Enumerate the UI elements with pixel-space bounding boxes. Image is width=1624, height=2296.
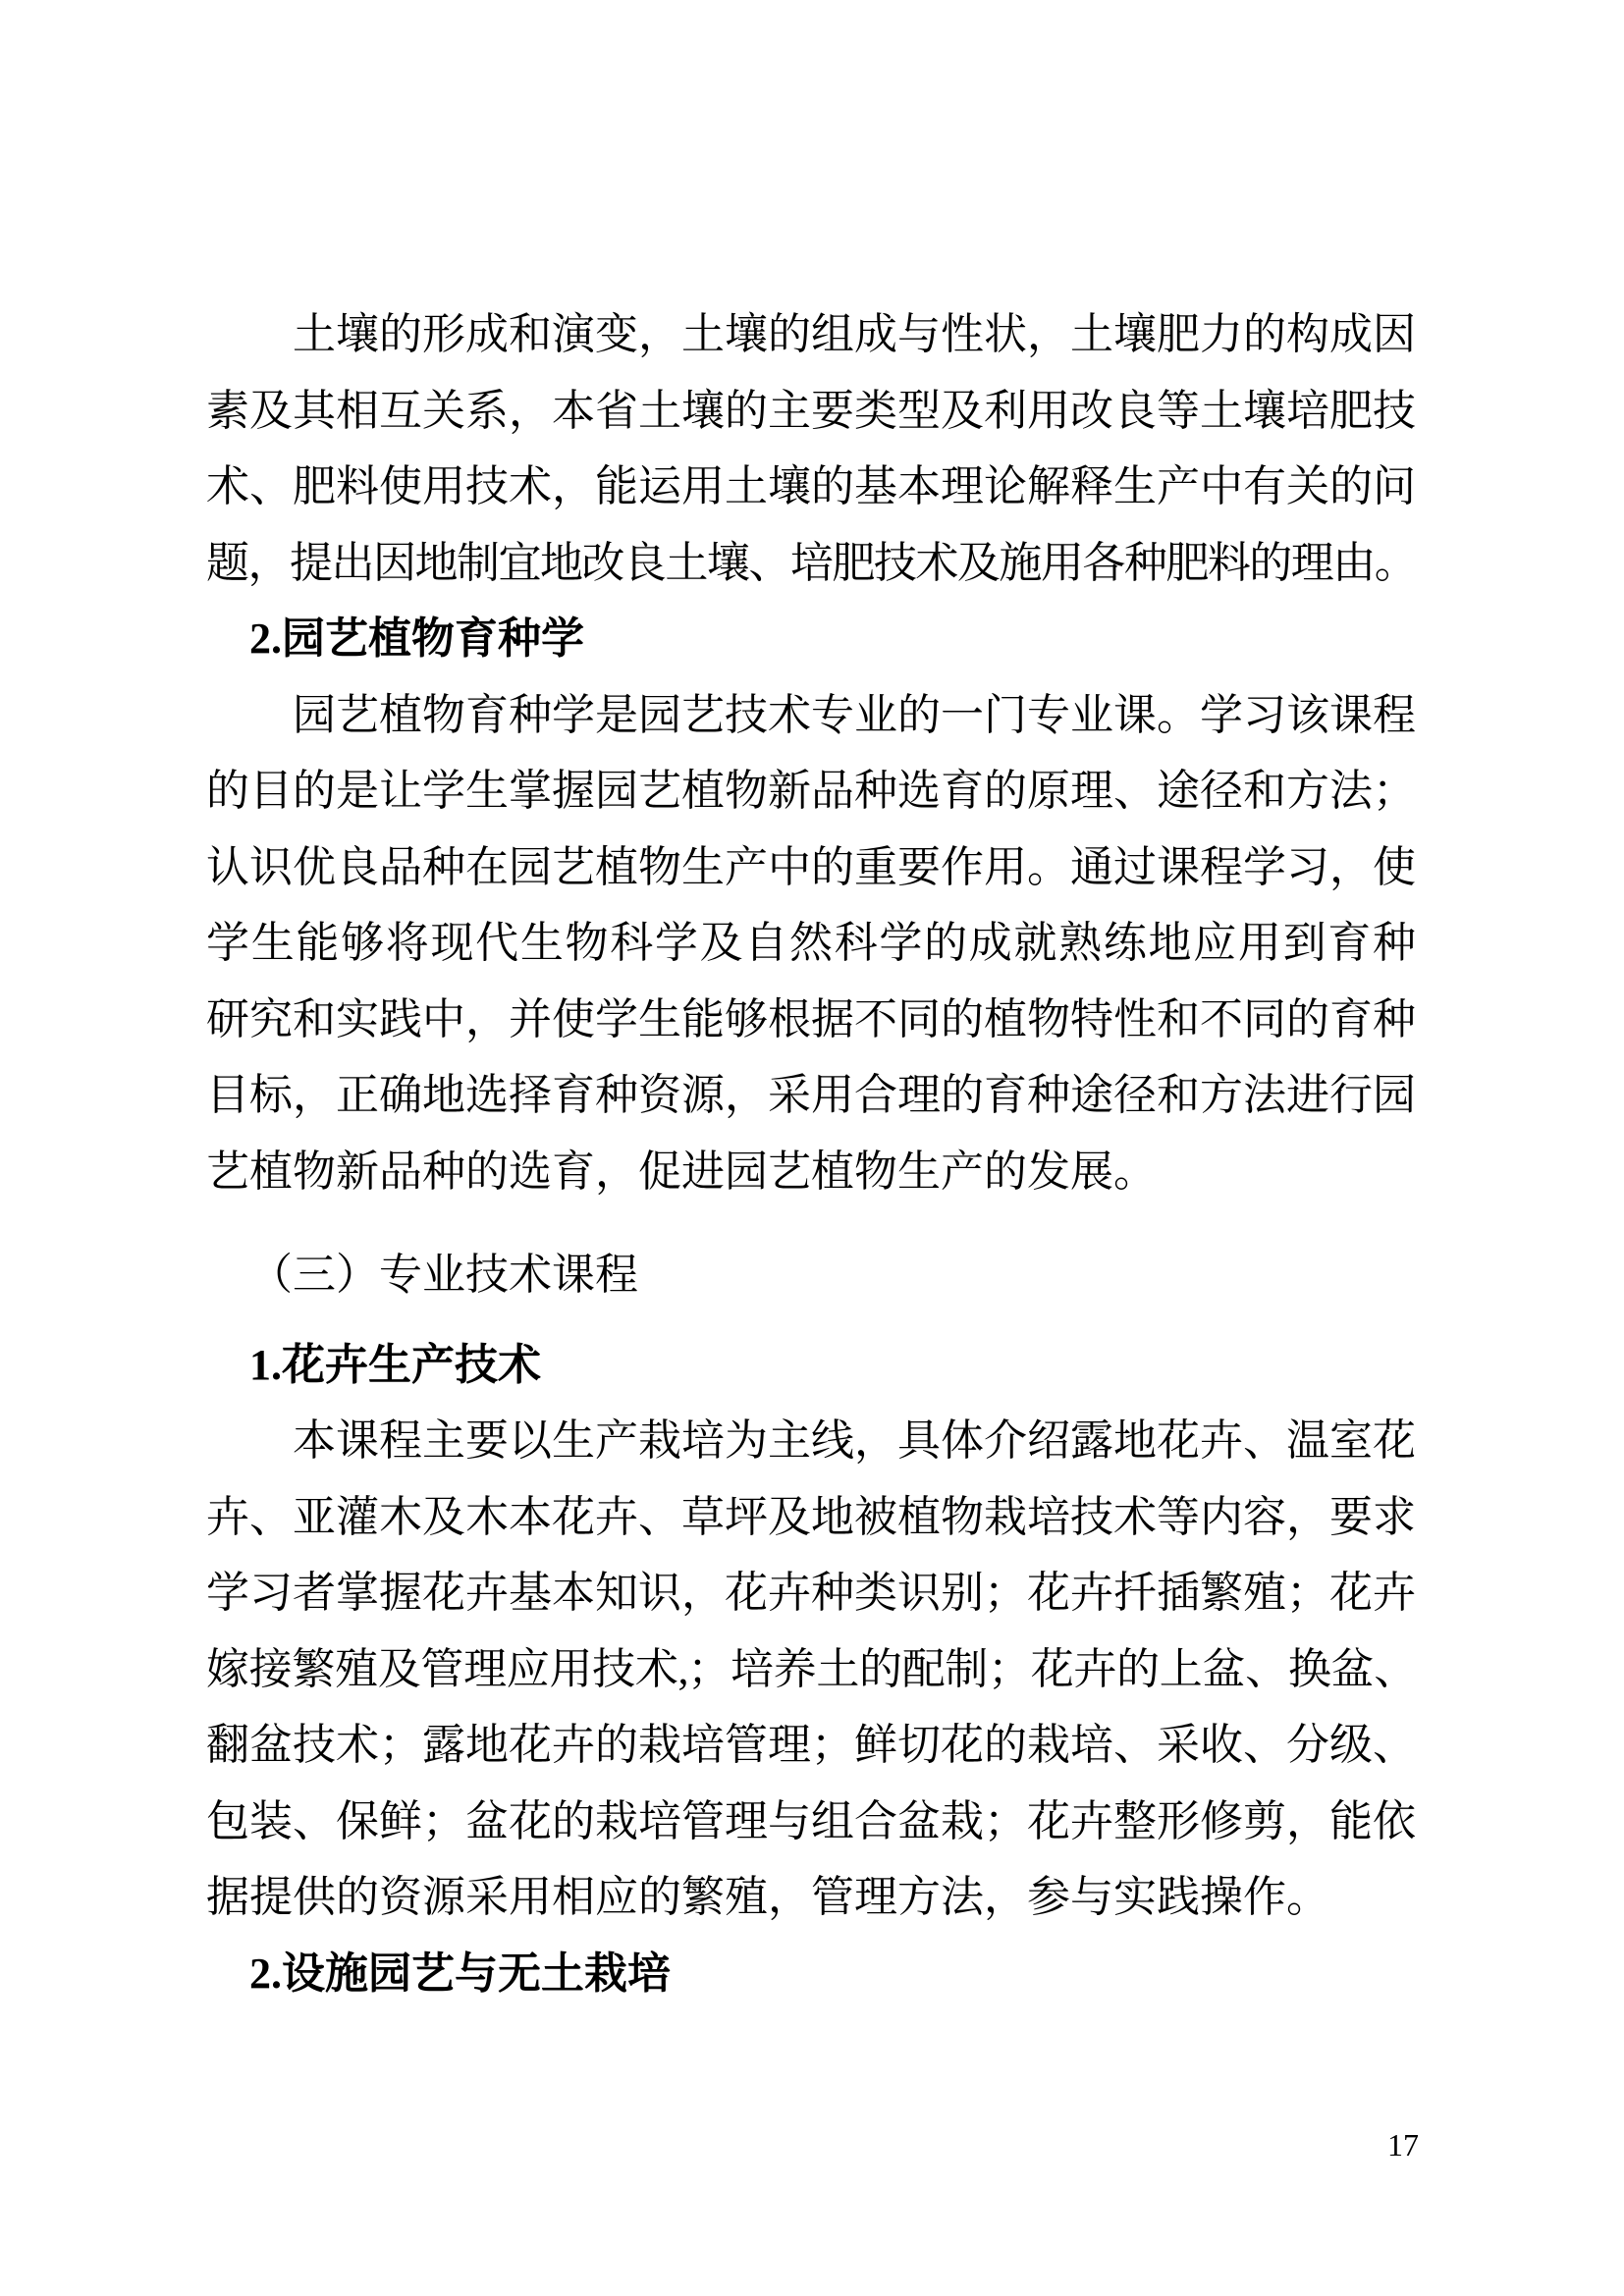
paragraph-soil-science (206, 296, 1416, 601)
text-line: 素及其相互关系，本省土壤的主要类型及利用改良等土壤培肥技 (206, 386, 1416, 435)
text-line: 学生能够将现代生物科学及自然科学的成就熟练地应用到育种 (206, 919, 1416, 967)
heading-horticultural-plant-breeding: 2.园艺植物育种学 (249, 614, 584, 663)
text-body (206, 296, 1416, 2011)
text-line: 土壤的形成和演变，土壤的组成与性状，土壤肥力的构成因 (293, 310, 1416, 358)
text-line: 研究和实践中，并使学生能够根据不同的植物特性和不同的育种 (206, 994, 1416, 1043)
text-line: 学习者掌握花卉基本知识，花卉种类识别；花卉扦插繁殖；花卉 (206, 1569, 1416, 1617)
paragraph-breeding-course (206, 677, 1416, 1210)
text-line: 嫁接繁殖及管理应用技术,；培养土的配制；花卉的上盆、换盆、 (206, 1644, 1416, 1693)
page-number: 17 (1387, 2127, 1419, 2163)
paragraph-flower-course (206, 1403, 1416, 1936)
heading-protected-horticulture-soilless-culture: 2.设施园艺与无土栽培 (249, 1949, 671, 1998)
subheading-professional-technical-courses: （三）专业技术课程 (249, 1251, 638, 1299)
text-line: 包装、保鲜；盆花的栽培管理与组合盆栽；花卉整形修剪，能依 (206, 1796, 1416, 1845)
text-line: 艺植物新品种的选育，促进园艺植物生产的发展。 (206, 1147, 1157, 1196)
text-line: 据提供的资源采用相应的繁殖，管理方法，参与实践操作。 (206, 1873, 1329, 1921)
text-line: 的目的是让学生掌握园艺植物新品种选育的原理、途径和方法； (206, 767, 1416, 815)
text-line: 园艺植物育种学是园艺技术专业的一门专业课。学习该课程 (293, 690, 1416, 739)
text-line: 题，提出因地制宜地改良土壤、培肥技术及施用各种肥料的理由。 (206, 538, 1416, 587)
text-line: 卉、亚灌木及木本花卉、草坪及地被植物栽培技术等内容，要求 (206, 1492, 1416, 1541)
text-line: 认识优良品种在园艺植物生产中的重要作用。通过课程学习，使 (206, 842, 1416, 891)
text-line: 本课程主要以生产栽培为主线，具体介绍露地花卉、温室花 (293, 1416, 1416, 1465)
text-line: 翻盆技术；露地花卉的栽培管理；鲜切花的栽培、采收、分级、 (206, 1721, 1416, 1769)
text-line: 目标，正确地选择育种资源，采用合理的育种途径和方法进行园 (206, 1071, 1416, 1119)
text-line: 术、肥料使用技术，能运用土壤的基本理论解释生产中有关的问 (206, 462, 1416, 510)
heading-flower-production-technology: 1.花卉生产技术 (249, 1340, 541, 1389)
